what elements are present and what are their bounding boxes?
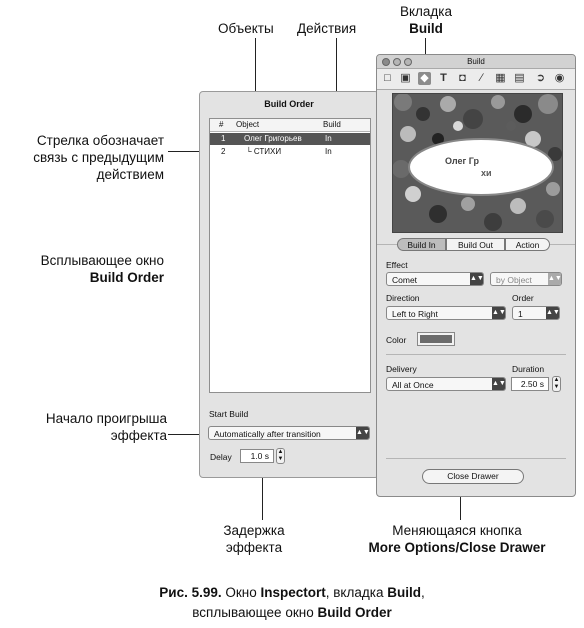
popup-arrows-icon: ▲▼ xyxy=(470,273,483,285)
callout-build-tab: Вкладка Build xyxy=(399,4,453,36)
delay-stepper[interactable]: ▲ ▼ xyxy=(277,449,284,462)
popup-arrows-icon: ▲▼ xyxy=(492,307,505,319)
tab-divider-left xyxy=(377,244,397,245)
close-drawer-button[interactable]: Close Drawer xyxy=(422,469,524,484)
title-bar xyxy=(377,55,575,69)
duration-label: Duration xyxy=(512,364,545,374)
preview-text-author: Олег Гр xyxy=(445,156,479,166)
table-header xyxy=(210,119,370,132)
table-row[interactable]: 2 └ СТИХИ In xyxy=(221,147,332,156)
color-swatch xyxy=(420,335,452,343)
delivery-select[interactable]: All at Once ▲▼ xyxy=(386,377,506,391)
table-row[interactable]: 1 Олег Григорьев In xyxy=(210,133,370,145)
column-header-number[interactable]: # xyxy=(219,120,224,129)
color-well[interactable] xyxy=(417,332,455,346)
effect-label: Effect xyxy=(386,260,408,270)
bottom-divider xyxy=(386,458,566,459)
column-header-build[interactable]: Build xyxy=(323,120,341,129)
document-icon[interactable]: □ xyxy=(384,72,391,84)
popup-arrows-icon: ▲▼ xyxy=(356,427,369,439)
by-object-select[interactable]: by Object ▲▼ xyxy=(490,272,562,286)
callout-actions: Действия xyxy=(297,21,357,36)
duration-stepper[interactable]: ▲ ▼ xyxy=(553,377,560,390)
text-icon[interactable]: T xyxy=(440,72,447,84)
popup-arrows-icon: ▲▼ xyxy=(548,273,561,285)
build-order-title: Build Order xyxy=(264,99,314,109)
callout-delay: Задержка эффекта xyxy=(223,523,285,555)
figure-caption: Рис. 5.99. Окно Inspectort, вкладка Build, всплывающее окно Build Order xyxy=(159,585,425,620)
start-build-select[interactable]: Automatically after transition ▲▼ xyxy=(208,426,370,440)
tab-divider-right xyxy=(550,244,575,245)
callout-close-drawer: Меняющаяся кнопка More Options/Close Drawer xyxy=(368,523,546,555)
inspector-window xyxy=(376,54,576,497)
direction-select[interactable]: Left to Right ▲▼ xyxy=(386,306,506,320)
callout-start-build: Начало проигрыша эффекта xyxy=(45,411,167,443)
build-icon[interactable]: ◆ xyxy=(418,72,431,85)
preview-text-poems: хи xyxy=(481,168,492,178)
build-order-table[interactable] xyxy=(209,118,371,393)
slide-preview xyxy=(392,93,563,233)
table-icon[interactable]: ▦ xyxy=(495,72,506,84)
tab-build-out[interactable]: Build Out xyxy=(446,238,505,251)
chart-icon[interactable]: ▤ xyxy=(514,72,525,84)
popup-arrows-icon: ▲▼ xyxy=(492,378,505,390)
callout-arrow: Стрелка обозначает связь с предыдущим действием xyxy=(33,133,164,182)
color-label: Color xyxy=(386,335,407,345)
callout-objects: Объекты xyxy=(218,21,274,36)
order-select[interactable]: 1 ▲▼ xyxy=(512,306,560,320)
effect-select[interactable]: Comet ▲▼ xyxy=(386,272,484,286)
graphic-icon[interactable]: ◘ xyxy=(459,72,466,84)
section-divider xyxy=(386,354,566,355)
hyperlink-icon[interactable]: ➲ xyxy=(535,72,546,84)
delay-field[interactable]: 1.0 s xyxy=(240,449,274,463)
tab-build-in[interactable]: Build In xyxy=(397,238,446,251)
slide-icon[interactable]: ▣ xyxy=(400,72,411,84)
window-title: Build xyxy=(467,57,485,66)
tab-action[interactable]: Action xyxy=(505,238,550,251)
build-order-panel xyxy=(199,91,379,478)
delay-label: Delay xyxy=(210,452,232,462)
duration-field[interactable]: 2.50 s xyxy=(511,377,549,391)
quicktime-icon[interactable]: ◉ xyxy=(554,72,565,84)
start-build-label: Start Build xyxy=(209,409,249,419)
inspector-toolbar xyxy=(377,69,575,90)
popup-arrows-icon: ▲▼ xyxy=(546,307,559,319)
metrics-icon[interactable]: ∕ xyxy=(480,72,483,84)
direction-label: Direction xyxy=(386,293,420,303)
order-label: Order xyxy=(512,293,534,303)
column-header-object[interactable]: Object xyxy=(236,120,260,129)
callout-build-order-popup: Всплывающее окно Build Order xyxy=(40,253,164,285)
delivery-label: Delivery xyxy=(386,364,417,374)
